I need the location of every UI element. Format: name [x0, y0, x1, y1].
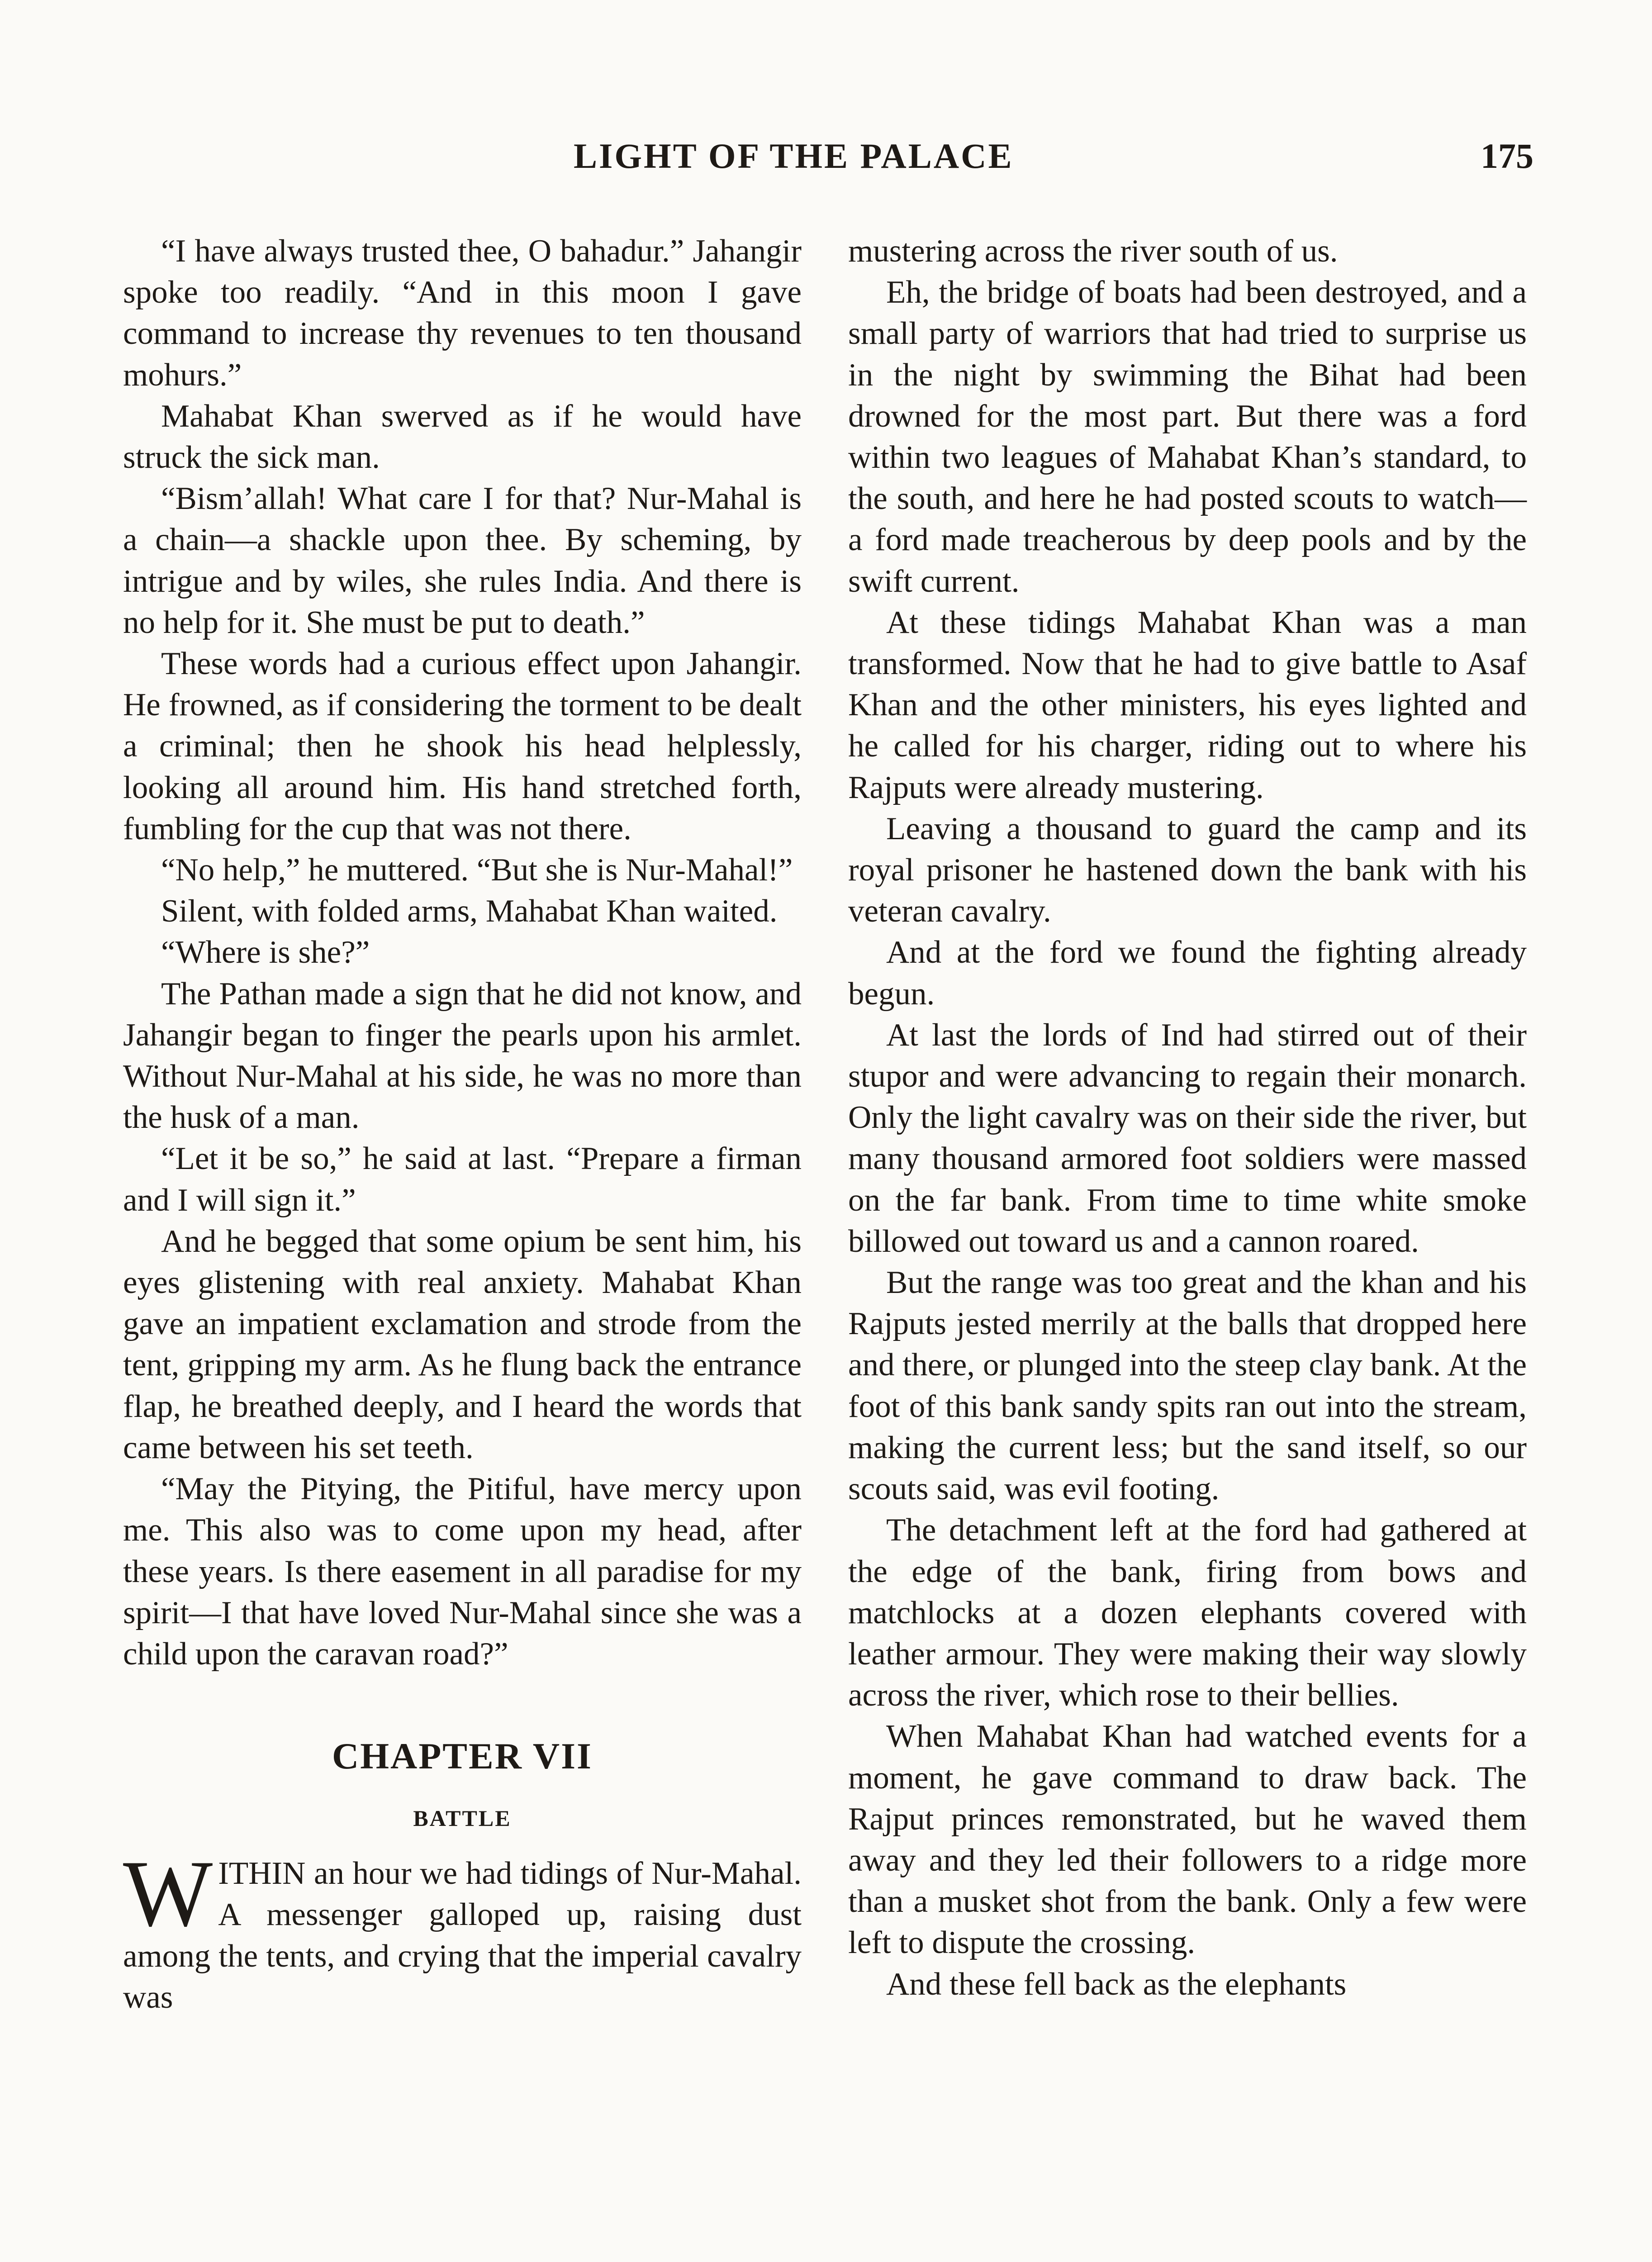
paragraph: Silent, with folded arms, Mahabat Khan waited.: [161, 893, 778, 929]
paragraph: And he begged that some opium be sent him, his eyes glistening with real anxiety. Mahabat Khan gave an impatient exclamation and strode from the tent, gripping my arm. As he flung back the entrance flap, he breathed deeply, and I heard the words that came between his set teeth.: [123, 1223, 802, 1465]
paragraph: “Let it be so,” he said at last. “Prepare a firman and I will sign it.”: [123, 1141, 802, 1218]
paragraph: mustering across the river south of us.: [848, 233, 1338, 269]
paragraph: At last the lords of Ind had stirred out of their stupor and were advancing to regain their monarch. Only the light cavalry was on their side the river, but many thousand armored foot soldiers were massed on the far bank. From time to time white smoke billowed out toward us and a cannon roared.: [848, 1017, 1527, 1259]
paragraph: And at the ford we found the fighting already begun.: [848, 935, 1527, 1012]
paragraph: “Where is she?”: [161, 935, 370, 970]
paragraph: When Mahabat Khan had watched events for a moment, he gave command to draw back. The Rajput princes remonstrated, but he waved them away and they led their followers to a ridge more than a musket shot from the bank. Only a few were left to dispute the crossing.: [848, 1719, 1527, 1961]
opening-text: ITHIN an hour we had tidings of Nur-Mahal. A messenger galloped up, raising dust among the tents, and crying that the imperial cavalry was: [123, 1856, 802, 2015]
paragraph: “May the Pitying, the Pitiful, have mercy upon me. This also was to come upon my head, after these years. Is there easement in all paradise for my spirit—I that have loved Nur-Mahal since she was a child upon the caravan road?”: [123, 1471, 802, 1672]
paragraph: Eh, the bridge of boats had been destroyed, and a small party of warriors that had tried to surprise us in the night by swimming the Bihat had been drowned for the most part. But there was a ford within two leagues of Mahabat Khan’s standard, to the south, and here he had posted scouts to watch—a ford made treacherous by deep pools and by the swift current.: [848, 275, 1527, 599]
paragraph: And these fell back as the elephants: [886, 1966, 1347, 2002]
running-header: LIGHT OF THE PALACE: [574, 136, 1014, 176]
chapter-title: CHAPTER VII: [332, 1735, 593, 1777]
chapter-opening-paragraph: [123, 1841, 802, 2018]
chapter-subtitle: BATTLE: [413, 1806, 512, 1831]
paragraph: The Pathan made a sign that he did not know, and Jahangir began to finger the pearls upon his armlet. Without Nur-Mahal at his side, he was no more than the husk of a man.: [123, 976, 802, 1136]
chapter-heading-block: [123, 1675, 802, 1834]
right-column: [848, 231, 1527, 2005]
left-column: [123, 231, 802, 2018]
paragraph: The detachment left at the ford had gathered at the edge of the bank, firing from bows and matchlocks at a dozen elephants covered with leather armour. They were making their way slowly across the river, which rose to their bellies.: [848, 1512, 1527, 1713]
paragraph: But the range was too great and the khan and his Rajputs jested merrily at the balls that dropped here and there, or plunged into the steep clay bank. At the foot of this bank sandy spits ran out into the stream, making the current less; but the sand itself, so our scouts said, was evil footing.: [848, 1265, 1527, 1507]
paragraph: These words had a curious effect upon Jahangir. He frowned, as if considering the torment to be dealt a criminal; then he shook his head helplessly, looking all around him. His hand stretched forth, fumbling for the cup that was not there.: [123, 646, 802, 846]
paragraph: “No help,” he muttered. “But she is Nur-Mahal!”: [161, 852, 793, 888]
paragraph: Leaving a thousand to guard the camp and its royal prisoner he hastened down the bank with his veteran cavalry.: [848, 811, 1527, 929]
paragraph: “I have always trusted thee, O bahadur.” Jahangir spoke too readily. “And in this moon I gave command to increase thy revenues to ten thousand mohurs.”: [123, 233, 802, 393]
paragraph: Mahabat Khan swerved as if he would have struck the sick man.: [123, 398, 802, 475]
paragraph: At these tidings Mahabat Khan was a man transformed. Now that he had to give battle to Asaf Khan and the other ministers, his eyes lighted and he called for his charger, riding out to where his Rajputs were already mustering.: [848, 604, 1527, 805]
drop-cap: W: [123, 1841, 213, 1947]
page-number: 175: [1481, 136, 1533, 176]
paragraph: “Bism’allah! What care I for that? Nur-Mahal is a chain—a shackle upon thee. By scheming, by intrigue and by wiles, she rules India. And there is no help for it. She must be put to death.”: [123, 481, 802, 640]
